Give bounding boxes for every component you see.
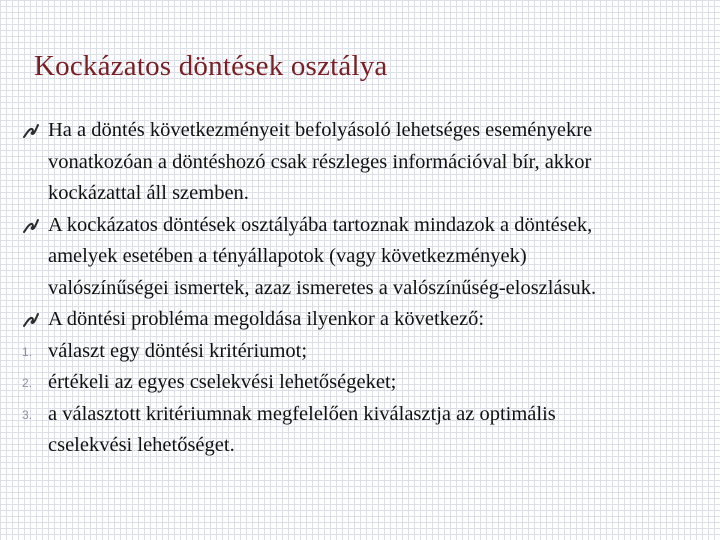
bullet-item-2 [22,210,702,305]
item-line: amelyek esetében a tényállapotok (vagy következmények) [48,245,527,267]
item-number: 3 . [22,400,32,432]
slide-title: Kockázatos döntések osztálya [34,50,388,82]
item-number: 2 . [22,368,32,400]
item-line: választ egy döntési kritériumot; [48,339,308,362]
item-line: A döntési probléma megoldása ilyenkor a következő: [48,308,485,330]
curl-bullet-icon [22,217,40,235]
curl-bullet-icon [22,311,40,329]
item-line: A kockázatos döntések osztályába tartoznak mindazok a döntések, [48,213,593,236]
bullet-item-1 [22,115,702,210]
slide-content [22,115,702,462]
numbered-item-2 [22,367,702,399]
numbered-item-1 [22,336,702,368]
item-line: cselekvési lehetőséget. [48,434,235,456]
item-line: kockázattal áll szemben. [48,182,249,204]
curl-bullet-icon [22,122,40,140]
item-line: a választott kritériumnak megfelelően kiválasztja az optimális [48,402,556,425]
bullet-item-3 [22,304,702,336]
item-line: valószínűségei ismertek, azaz ismeretes a valószínűség-eloszlásuk. [48,276,597,299]
numbered-item-3 [22,399,702,462]
item-line: Ha a döntés következményeit befolyásoló lehetséges eseményekre [48,119,593,141]
item-number: 1 . [22,337,32,369]
item-line: vonatkozóan a döntéshozó csak részleges információval bír, akkor [48,150,592,173]
item-line: értékeli az egyes cselekvési lehetőségeket; [48,371,397,393]
